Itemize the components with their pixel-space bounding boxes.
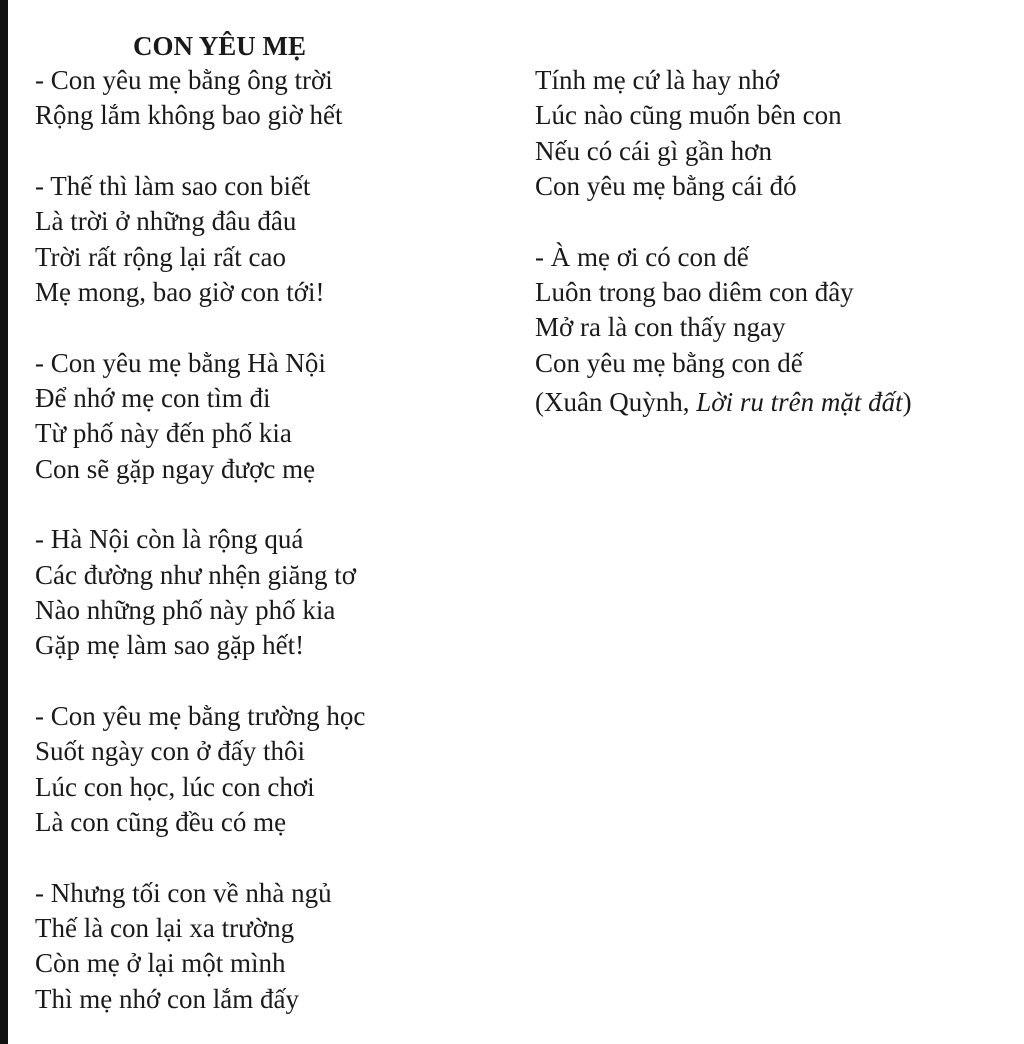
stanza-6: [35, 876, 365, 1017]
poem-line: Là trời ở những đâu đâu: [35, 206, 297, 237]
stanza-8: [535, 240, 912, 381]
poem-line: Mở ra là con thấy ngay: [535, 312, 786, 343]
poem-line: Nào những phố này phố kia: [35, 595, 336, 626]
stanza-2: [35, 169, 365, 310]
poem-left-column: [35, 63, 365, 1017]
stanza-3: [35, 346, 365, 487]
poem-line: - Con yêu mẹ bằng ông trời: [35, 65, 333, 95]
poem-line: Tính mẹ cứ là hay nhớ: [535, 65, 780, 95]
poem-line: - Nhưng tối con về nhà ngủ: [35, 877, 332, 908]
poem-line: - Con yêu mẹ bằng trường học: [35, 701, 366, 732]
poem-title: CON YÊU MẸ: [133, 31, 306, 61]
poem-line: Còn mẹ ở lại một mình: [35, 948, 286, 979]
poem-line: Để nhớ mẹ con tìm đi: [35, 383, 271, 414]
source-close-paren: ): [902, 386, 912, 417]
stanza-5: [35, 699, 365, 840]
poem-line: - Thế thì làm sao con biết: [35, 171, 311, 202]
poem-line: Con yêu mẹ bằng cái đó: [535, 170, 797, 201]
poem-line: Trời rất rộng lại rất cao: [35, 241, 286, 272]
stanza-7: [535, 63, 912, 204]
source-author: (Xuân Quỳnh,: [535, 386, 697, 417]
poem-line: Mẹ mong, bao giờ con tới!: [35, 276, 325, 307]
poem-line: Gặp mẹ làm sao gặp hết!: [35, 630, 305, 661]
stanza-4: [35, 522, 365, 663]
poem-line: Thế là con lại xa trường: [35, 913, 295, 944]
poem-right-column: [535, 63, 912, 420]
poem-line: Rộng lắm không bao giờ hết: [35, 100, 343, 131]
poem-line: Các đường như nhện giăng tơ: [35, 559, 357, 590]
stanza-1: [35, 63, 365, 134]
poem-line: Suốt ngày con ở đấy thôi: [35, 736, 305, 767]
poem-line: Lúc con học, lúc con chơi: [35, 771, 315, 802]
poem-line: - Hà Nội còn là rộng quá: [35, 524, 304, 555]
poem-line: - Con yêu mẹ bằng Hà Nội: [35, 347, 326, 378]
poem-line: Thì mẹ nhớ con lắm đấy: [35, 983, 299, 1014]
poem-line: Con yêu mẹ bằng con dế: [535, 347, 803, 378]
poem-line: Lúc nào cũng muốn bên con: [535, 100, 842, 131]
poem-line: Con sẽ gặp ngay được mẹ: [35, 453, 316, 484]
poem-line: Luôn trong bao diêm con đây: [535, 276, 854, 307]
poem-source-citation: [535, 385, 912, 420]
left-border-bar: [0, 0, 8, 1044]
poem-line: Từ phố này đến phố kia: [35, 418, 292, 449]
source-work-title: Lời ru trên mặt đất: [696, 386, 903, 417]
poem-line: Nếu có cái gì gần hơn: [535, 135, 772, 166]
poem-line: - À mẹ ơi có con dế: [535, 241, 749, 272]
poem-line: Là con cũng đều có mẹ: [35, 807, 287, 838]
